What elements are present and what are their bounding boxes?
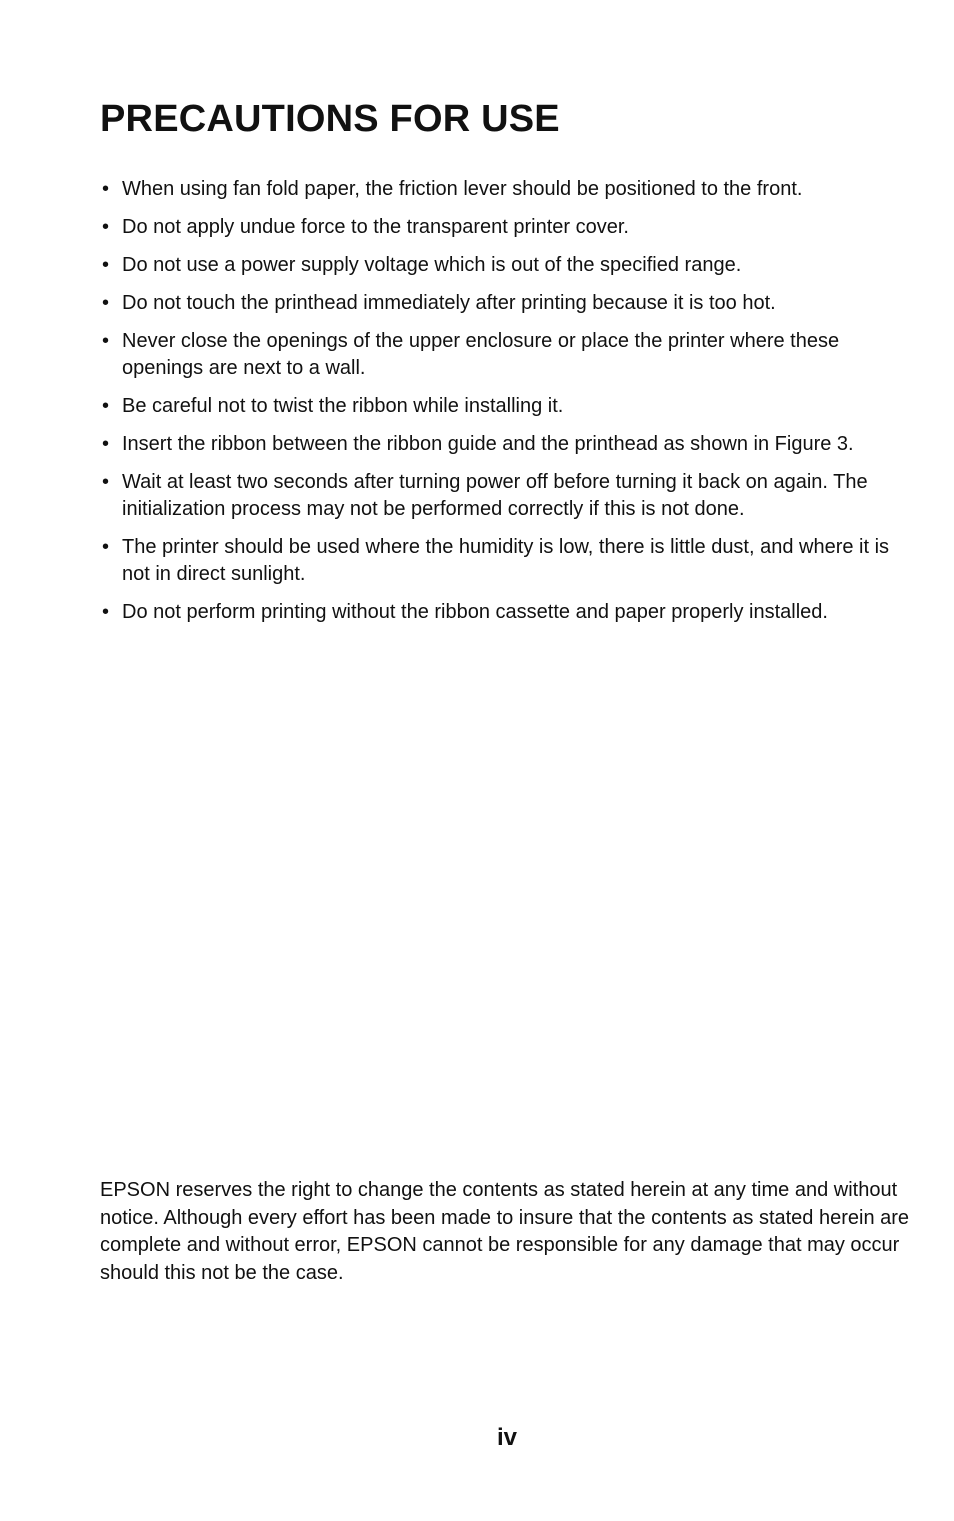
bullet-icon: • <box>102 178 110 200</box>
list-item <box>100 290 915 317</box>
bullet-icon: • <box>102 395 110 417</box>
page-title: PRECAUTIONS FOR USE <box>100 98 560 140</box>
disclaimer-paragraph: EPSON reserves the right to change the contents as stated herein at any time and without notice. Although every effort has been made to insure that the contents as stated herein are complete and without error, EPSON cannot be responsible for any damage that may occur should this not be the case. <box>100 1179 910 1284</box>
bullet-icon: • <box>102 471 110 493</box>
bullet-icon: • <box>102 292 110 314</box>
list-item <box>100 176 915 203</box>
bullet-icon: • <box>102 536 110 558</box>
list-item <box>100 328 915 382</box>
list-item <box>100 599 915 626</box>
list-item <box>100 431 915 458</box>
list-item <box>100 469 915 523</box>
precaution-text: The printer should be used where the humidity is low, there is little dust, and where it is not in direct sunlight. <box>122 536 890 585</box>
bullet-icon: • <box>102 601 110 623</box>
bullet-icon: • <box>102 330 110 352</box>
bullet-icon: • <box>102 254 110 276</box>
precaution-text: Wait at least two seconds after turning power off before turning it back on again. The initialization process may not be performed correctly if this is not done. <box>122 471 868 520</box>
page-number: iv <box>496 1424 517 1451</box>
list-item <box>100 393 915 420</box>
precaution-text: When using fan fold paper, the friction lever should be positioned to the front. <box>122 178 803 200</box>
precautions-list <box>100 176 915 637</box>
precaution-text: Never close the openings of the upper enclosure or place the printer where these openings are next to a wall. <box>122 330 840 379</box>
precaution-text: Do not use a power supply voltage which is out of the specified range. <box>122 254 742 276</box>
precaution-text: Do not touch the printhead immediately after printing because it is too hot. <box>122 292 776 314</box>
precaution-text: Do not perform printing without the ribbon cassette and paper properly installed. <box>122 601 828 623</box>
list-item <box>100 214 915 241</box>
list-item <box>100 534 915 588</box>
bullet-icon: • <box>102 433 110 455</box>
precaution-text: Insert the ribbon between the ribbon guide and the printhead as shown in Figure 3. <box>122 433 854 455</box>
precaution-text: Do not apply undue force to the transparent printer cover. <box>122 216 629 238</box>
precaution-text: Be careful not to twist the ribbon while installing it. <box>122 395 564 417</box>
bullet-icon: • <box>102 216 110 238</box>
list-item <box>100 252 915 279</box>
